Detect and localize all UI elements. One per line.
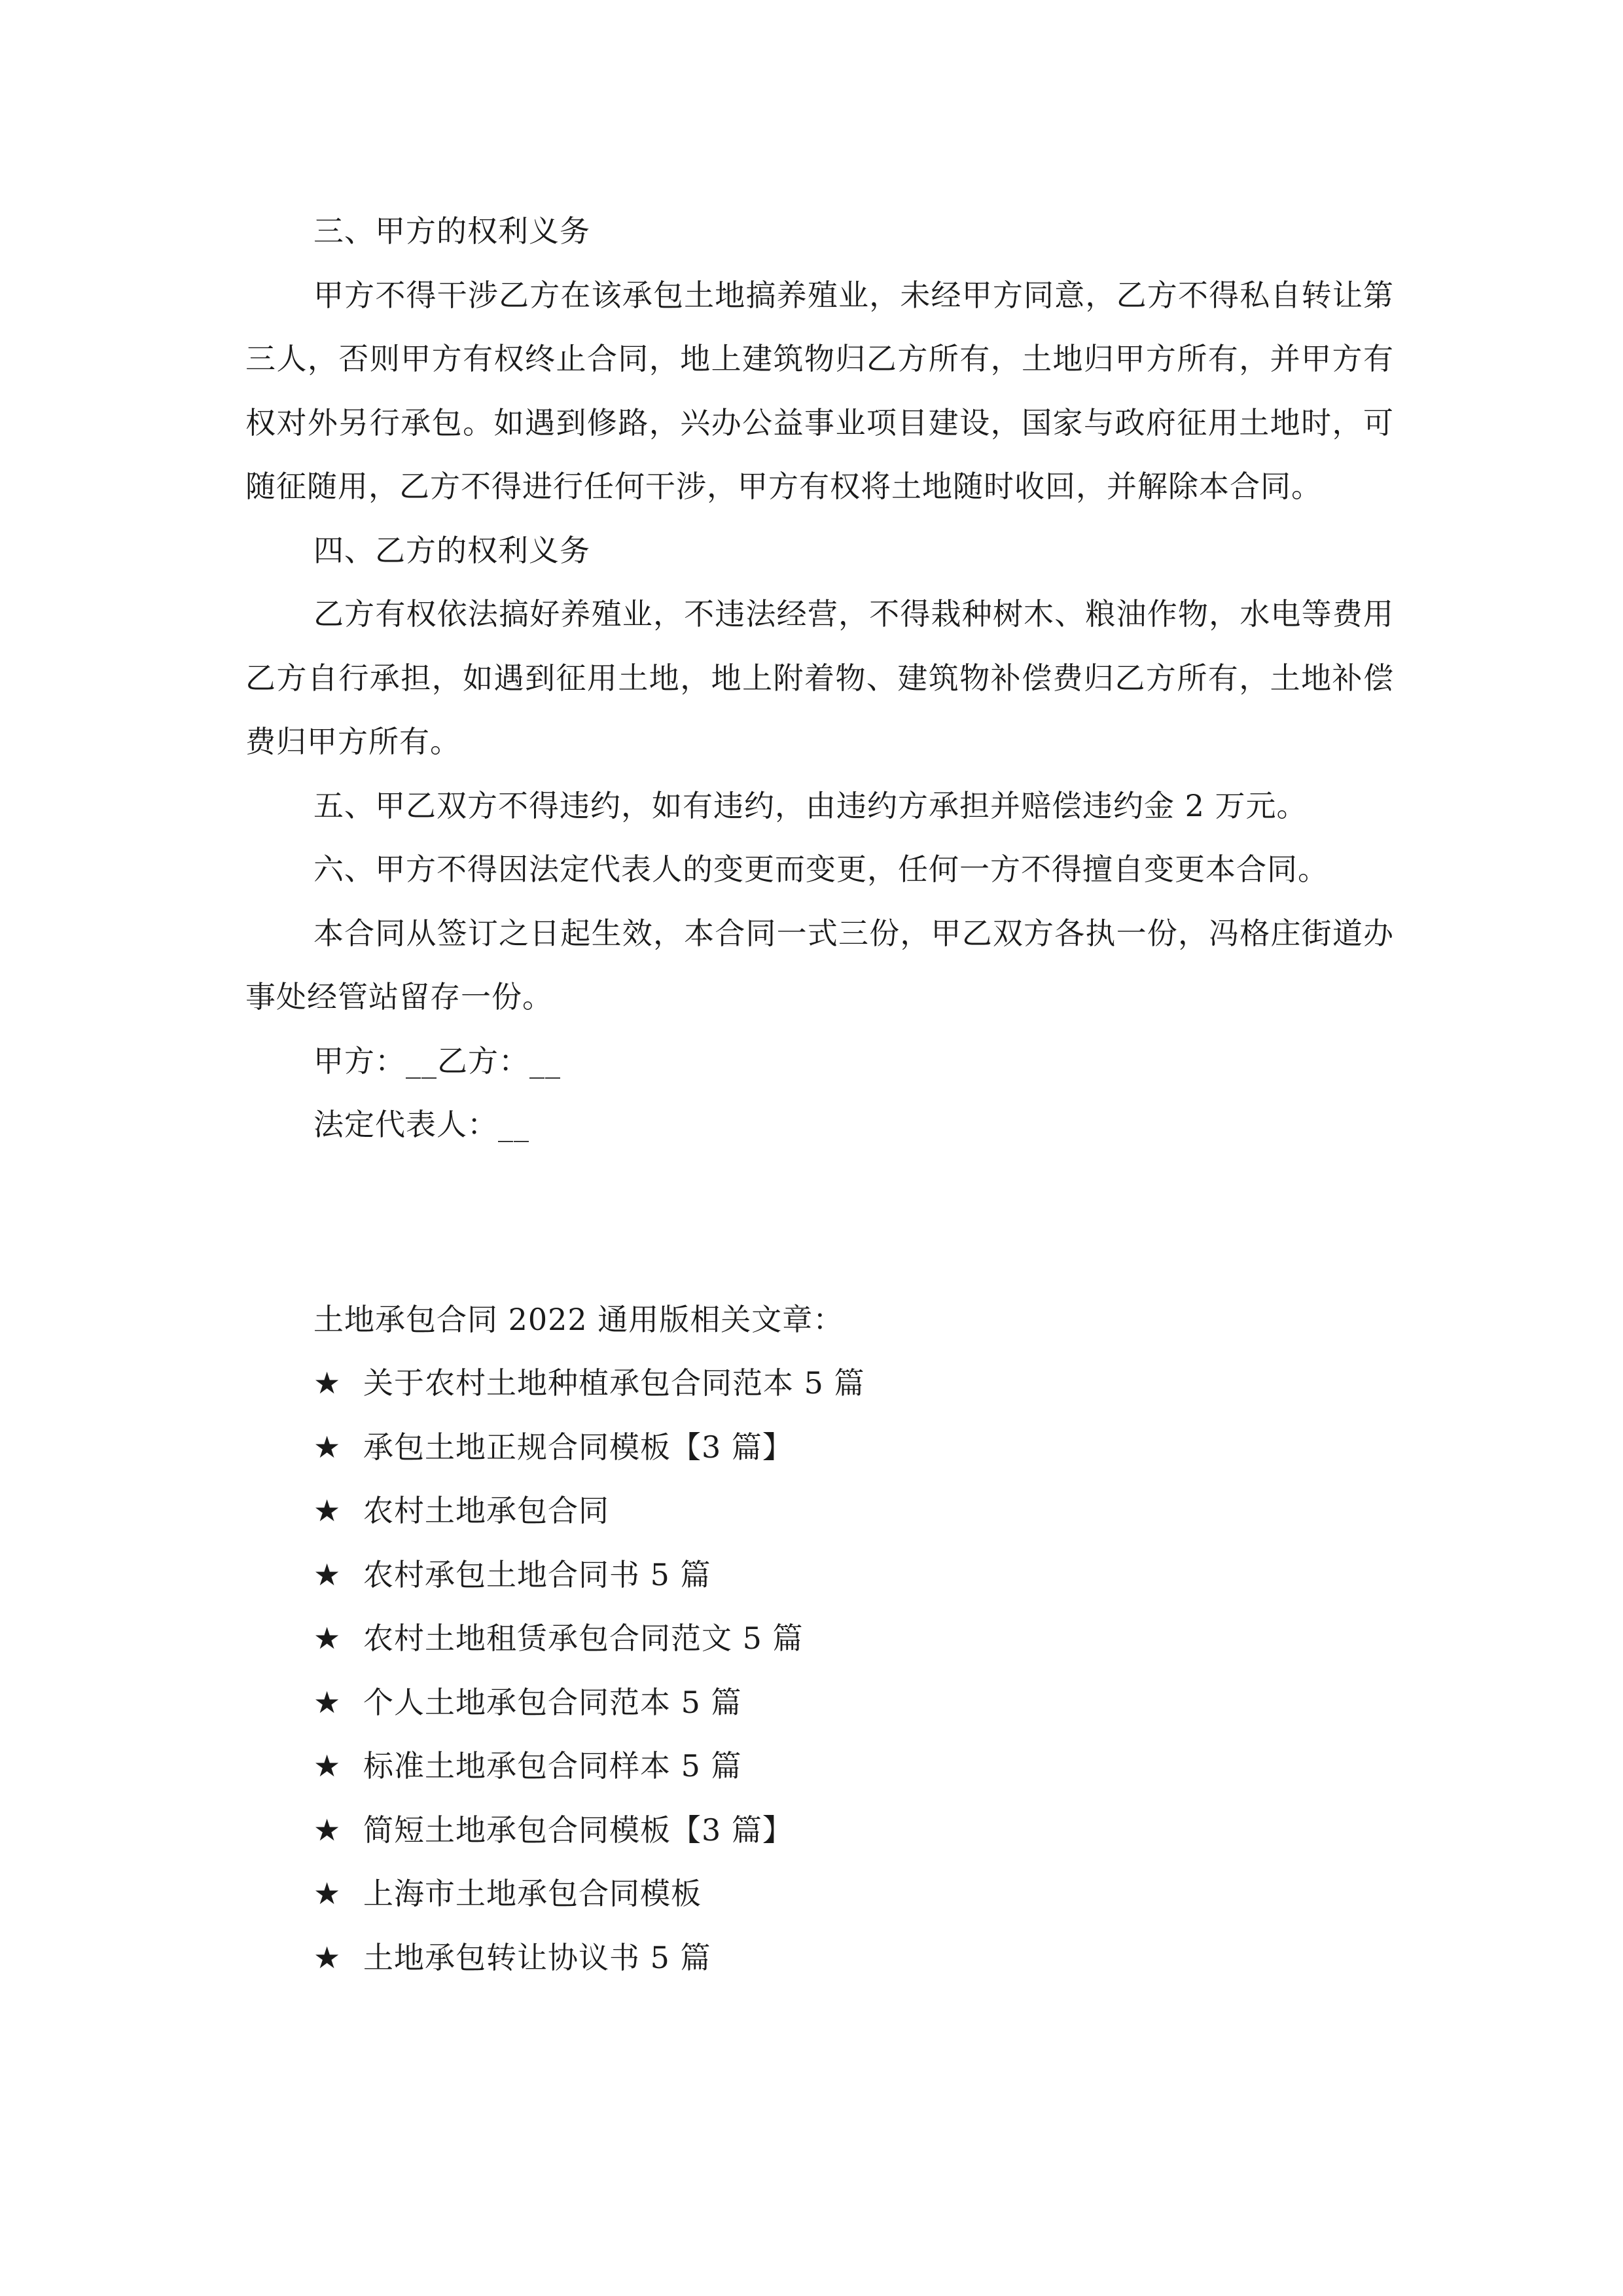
- related-article-link[interactable]: 承包土地正规合同模板【3 篇】: [363, 1429, 793, 1465]
- section-heading-party-a-rights: 三、甲方的权利义务: [313, 213, 590, 249]
- related-article-link[interactable]: 个人土地承包合同范本 5 篇: [363, 1684, 742, 1720]
- related-article-link[interactable]: 农村土地承包合同: [363, 1493, 609, 1528]
- related-article-item[interactable]: [245, 1352, 1394, 1416]
- related-article-item[interactable]: [245, 1734, 1394, 1799]
- star-icon: ★: [313, 1621, 342, 1656]
- star-icon: ★: [313, 1684, 342, 1720]
- section-spacer: [245, 1157, 1394, 1288]
- related-article-item[interactable]: [245, 1862, 1394, 1926]
- related-article-link[interactable]: 土地承包转让协议书 5 篇: [363, 1939, 711, 1975]
- section-heading-party-b-rights: 四、乙方的权利义务: [313, 532, 590, 568]
- document-content: [245, 200, 1394, 1990]
- clause-representative-change: 六、甲方不得因法定代表人的变更而变更，任何一方不得擅自变更本合同。: [313, 852, 1329, 887]
- related-article-link[interactable]: 农村承包土地合同书 5 篇: [363, 1556, 711, 1592]
- section-body-party-b-rights: 乙方有权依法搞好养殖业，不违法经营，不得栽种树木、粮油作物，水电等费用乙方自行承担，如遇到征用土地，地上附着物、建筑物补偿费归乙方所有，土地补偿费归甲方所有。: [245, 596, 1394, 759]
- related-article-link[interactable]: 关于农村土地种植承包合同范本 5 篇: [363, 1365, 865, 1401]
- star-icon: ★: [313, 1365, 342, 1401]
- related-article-item[interactable]: [245, 1479, 1394, 1543]
- related-article-item[interactable]: [245, 1416, 1394, 1480]
- related-articles-list: [245, 1352, 1394, 1990]
- signature-representative: 法定代表人：__: [313, 1107, 529, 1142]
- section-body-party-a-rights: 甲方不得干涉乙方在该承包土地搞养殖业，未经甲方同意，乙方不得私自转让第三人，否则甲方有权终止合同，地上建筑物归乙方所有，土地归甲方所有，并甲方有权对外另行承包。如遇到修路，兴办公益事业项目建设，国家与政府征用土地时，可随征随用，乙方不得进行任何干涉，甲方有权将土地随时收回，并解除本合同。: [245, 277, 1394, 504]
- star-icon: ★: [313, 1429, 342, 1465]
- star-icon: ★: [313, 1939, 342, 1975]
- related-article-link[interactable]: 上海市土地承包合同模板: [363, 1876, 702, 1911]
- signature-parties: 甲方：__乙方：__: [313, 1043, 561, 1079]
- related-article-item[interactable]: [245, 1926, 1394, 1990]
- clause-breach: 五、甲乙双方不得违约，如有违约，由违约方承担并赔偿违约金 2 万元。: [313, 787, 1308, 823]
- related-article-link[interactable]: 标准土地承包合同样本 5 篇: [363, 1748, 742, 1784]
- star-icon: ★: [313, 1748, 342, 1784]
- related-article-link[interactable]: 农村土地租赁承包合同范文 5 篇: [363, 1621, 804, 1656]
- related-articles-title: 土地承包合同 2022 通用版相关文章：: [313, 1301, 844, 1337]
- star-icon: ★: [313, 1812, 342, 1848]
- clause-effective: 本合同从签订之日起生效，本合同一式三份，甲乙双方各执一份，冯格庄街道办事处经管站留存一份。: [245, 915, 1394, 1014]
- related-article-item[interactable]: [245, 1799, 1394, 1863]
- star-icon: ★: [313, 1493, 342, 1528]
- related-article-item[interactable]: [245, 1607, 1394, 1671]
- related-article-item[interactable]: [245, 1543, 1394, 1607]
- related-article-item[interactable]: [245, 1671, 1394, 1735]
- star-icon: ★: [313, 1556, 342, 1592]
- related-article-link[interactable]: 简短土地承包合同模板【3 篇】: [363, 1812, 793, 1848]
- star-icon: ★: [313, 1876, 342, 1911]
